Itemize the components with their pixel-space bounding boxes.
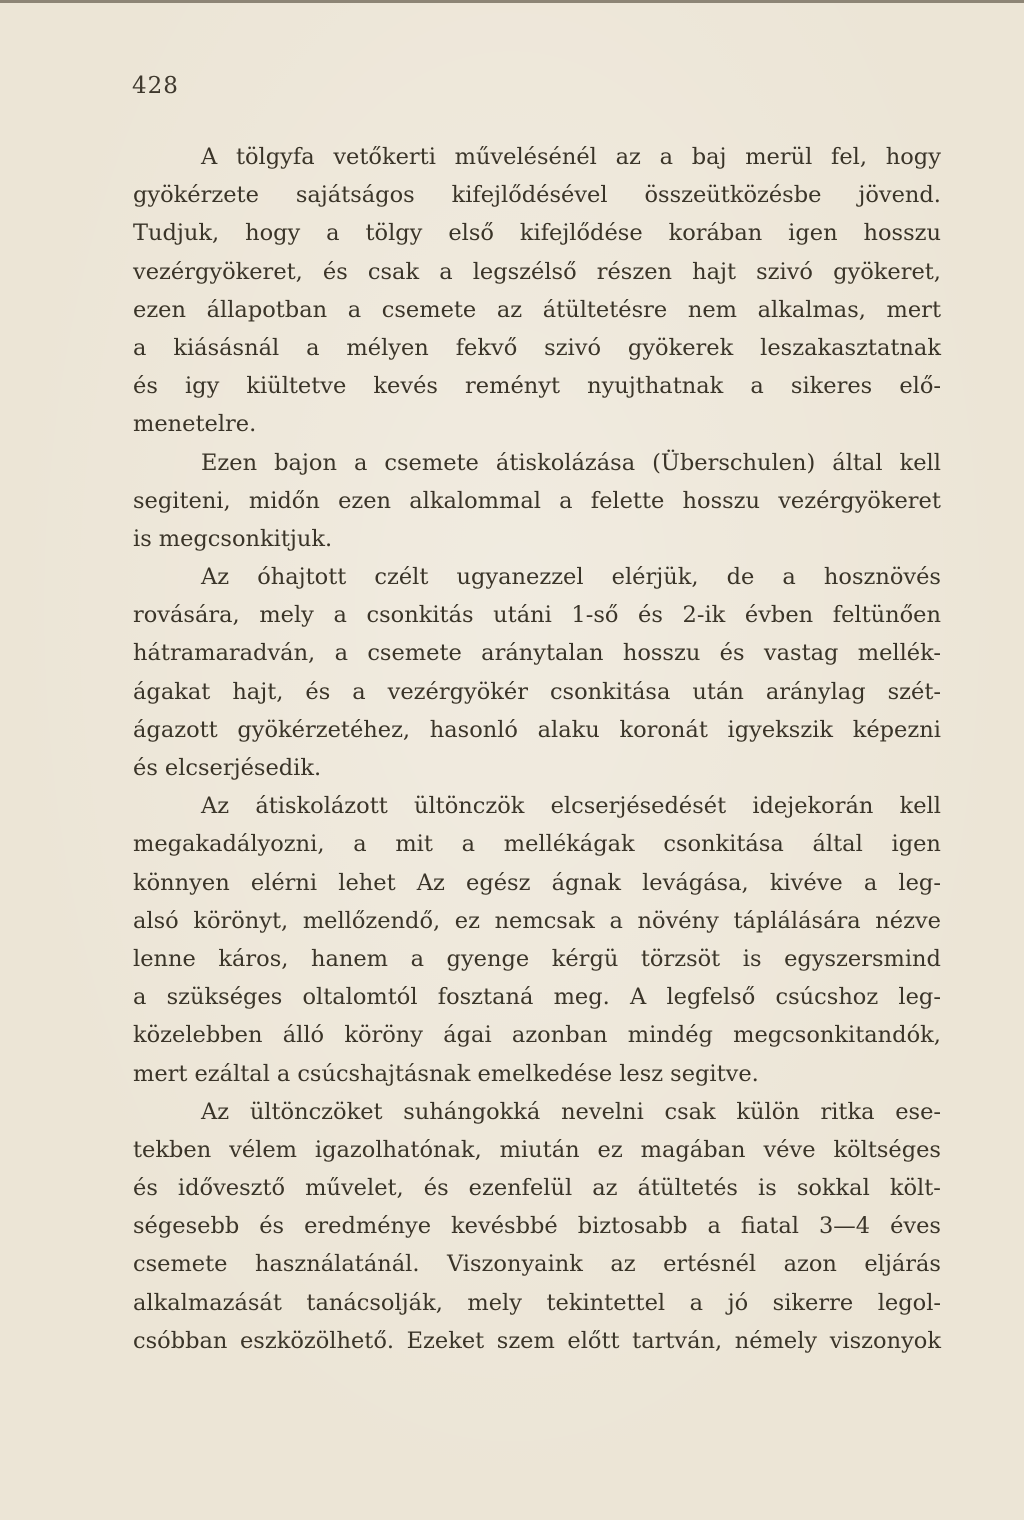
word: közelebben (133, 1022, 263, 1049)
word: kiásásnál (173, 334, 280, 361)
word: kivéve (769, 869, 843, 896)
word: ségesebb (133, 1213, 240, 1240)
text-line (133, 214, 941, 252)
word: szét- (887, 678, 941, 705)
text-line (133, 1093, 941, 1131)
word: 1-ső (571, 602, 619, 629)
word: vastag (763, 640, 839, 667)
word: Az (416, 869, 445, 896)
word: által (812, 831, 863, 858)
word: mindég (627, 1022, 713, 1049)
word: csonkitása (549, 678, 671, 705)
word: elérjük, (611, 564, 699, 591)
word: ez (454, 907, 480, 934)
word: kérgü (551, 945, 619, 972)
word: csúcshajtásnak (297, 1060, 471, 1087)
word: vetőkerti (333, 144, 436, 170)
word: vezérgyökeret (778, 487, 941, 514)
word: vezérgyökeret, (133, 258, 303, 285)
word: de (726, 564, 755, 591)
text-line (133, 1245, 941, 1283)
word: mellőzendő, (302, 907, 441, 934)
word: költséges (833, 1136, 941, 1163)
word: és (638, 602, 663, 629)
word: mely (467, 1289, 522, 1316)
word: szem (496, 1327, 555, 1354)
word: törzsöt (640, 945, 721, 972)
word: kiültetve (246, 373, 347, 400)
word: hosznövés (823, 564, 941, 591)
word: mert (886, 296, 941, 323)
word: biztosabb (577, 1213, 688, 1240)
word: kevés (373, 373, 438, 400)
word: hanem (310, 945, 389, 972)
word: koronát (619, 716, 708, 743)
text-line (133, 367, 941, 405)
word: véve (763, 1136, 816, 1163)
word: vezérgyökér (387, 678, 528, 705)
word: igen (891, 831, 941, 858)
word: hosszu (863, 220, 941, 247)
word: a (133, 334, 147, 361)
word: rovására, (133, 602, 240, 629)
word: nemcsak (494, 907, 595, 934)
word: oltalomtól (302, 984, 418, 1011)
word: baj (691, 144, 727, 170)
word: Az (201, 793, 230, 820)
word: fekvő (455, 334, 518, 361)
word: sajátságos (295, 182, 415, 209)
word: igazolhatónak, (314, 1136, 482, 1163)
word: csúcshoz (775, 984, 879, 1011)
word: egész (466, 869, 531, 896)
word: részen (596, 258, 672, 285)
word: táplálására (733, 907, 861, 934)
word: elő- (899, 373, 941, 400)
word: első (448, 220, 494, 247)
word: lesz (619, 1060, 664, 1087)
word: művelet, (305, 1175, 404, 1202)
word: megcsonkitandók, (733, 1022, 941, 1049)
word: alkalmas, (757, 296, 866, 323)
word: némely (734, 1327, 818, 1354)
word: bajon (274, 449, 337, 476)
word: A (201, 144, 218, 170)
word: álló (282, 1022, 325, 1049)
text-line (133, 673, 941, 711)
word: ültönczök (414, 793, 525, 820)
word: mely (259, 602, 314, 629)
word: alsó (133, 907, 179, 934)
word: tölgy (365, 220, 423, 247)
word: a (326, 220, 340, 247)
word: hátramaradván, (133, 640, 316, 667)
text-line (133, 902, 941, 940)
word: a (461, 831, 476, 858)
word: elcserjésedik. (164, 755, 322, 781)
text-line (133, 864, 941, 902)
word: csóbban (133, 1327, 228, 1354)
word: ágazott (133, 716, 218, 743)
word: és (322, 258, 348, 285)
word: reményt (465, 373, 561, 400)
word: hosszu (622, 640, 701, 667)
text-line (133, 176, 941, 214)
word: tanácsolják, (306, 1289, 443, 1316)
word: csak (367, 258, 420, 285)
word: idővesztő (177, 1175, 286, 1202)
word: is (758, 1175, 777, 1202)
word: a (689, 1289, 704, 1316)
word: jó (727, 1289, 749, 1316)
text-line (133, 138, 941, 176)
text-line (133, 329, 941, 367)
word: nézve (875, 907, 941, 934)
word: hogy (885, 144, 941, 170)
word: és (133, 755, 158, 781)
word: és (259, 1213, 285, 1240)
word: és (719, 640, 745, 667)
word: jövend. (858, 182, 941, 209)
word: csemete (381, 296, 477, 323)
text-line (133, 482, 941, 520)
word: sokkal (796, 1175, 870, 1202)
word: után (692, 678, 744, 705)
word: költ- (889, 1175, 941, 1202)
word: a (750, 373, 764, 400)
word: leg- (898, 984, 941, 1011)
word: kevésbbé (451, 1213, 558, 1240)
word: képezni (852, 716, 941, 743)
text-line (133, 711, 941, 749)
word: csak (664, 1098, 716, 1125)
word: magában (640, 1136, 746, 1163)
text-line (133, 558, 941, 596)
word: korában (668, 220, 763, 247)
word: legfelső (666, 984, 756, 1011)
word: szivó (544, 334, 602, 361)
word: suhángokká (403, 1098, 541, 1125)
word: által (832, 449, 883, 476)
word: aránytalan (481, 640, 604, 667)
text-line (133, 596, 941, 634)
word: leszakasztatnak (760, 334, 941, 361)
word: a (863, 869, 878, 896)
word: művelésénél (454, 144, 597, 170)
word: eljárás (864, 1251, 941, 1278)
word: külön (736, 1098, 800, 1125)
word: a (352, 678, 366, 705)
word: vélem (229, 1136, 297, 1163)
word: éves (890, 1213, 941, 1240)
text-line (133, 1322, 941, 1360)
word: miután (499, 1136, 580, 1163)
word: mit (395, 831, 433, 858)
word: nevelni (561, 1098, 644, 1125)
word: az (592, 1175, 618, 1202)
word: megakadályozni, (133, 831, 325, 858)
text-line (133, 405, 941, 443)
word: az (496, 296, 523, 323)
word: ugyanezzel (456, 564, 584, 591)
text-line (133, 1131, 941, 1169)
word: viszonyok (829, 1327, 941, 1354)
text-line (133, 444, 941, 482)
word: Ezeket (406, 1327, 485, 1354)
word: és (133, 373, 158, 400)
word: tölgyfa (235, 144, 315, 170)
word: köröny (344, 1022, 423, 1049)
word: utáni (493, 602, 552, 629)
word: nem (687, 296, 737, 323)
word: gyökérzete (133, 182, 259, 209)
text-line (133, 253, 941, 291)
word: szükséges (166, 984, 283, 1011)
word: gyökeret, (833, 258, 941, 285)
word: Az (201, 564, 230, 591)
page-number: 428 (132, 73, 179, 99)
word: alkalommal (409, 487, 541, 514)
word: fel, (831, 144, 868, 170)
word: lenne (133, 945, 196, 972)
word: meg. (553, 984, 610, 1011)
text-line (133, 291, 941, 329)
word: mert (133, 1060, 188, 1087)
word: felette (590, 487, 665, 514)
word: alkalmazását (133, 1289, 282, 1316)
word: czélt (374, 564, 429, 591)
word: nyujthatnak (587, 373, 724, 400)
word: és (423, 1175, 449, 1202)
word: egyszersmind (784, 945, 941, 972)
body-text (133, 138, 941, 1360)
word: ezen (338, 487, 392, 514)
word: csemete (384, 449, 479, 476)
word: ezen (133, 296, 186, 323)
word: óhajtott (257, 564, 347, 591)
word: a (782, 564, 796, 591)
text-line (133, 634, 941, 672)
word: legol- (877, 1289, 941, 1316)
word: igyekszik (727, 716, 834, 743)
word: csemete (367, 640, 462, 667)
word: használatánál. (254, 1251, 420, 1278)
word: az (610, 1251, 636, 1278)
word: feltünően (832, 602, 941, 629)
text-line (133, 1169, 941, 1207)
word: szivó (756, 258, 813, 285)
word: lehet (338, 869, 396, 896)
word: ágnak (551, 869, 621, 896)
word: ritka (820, 1098, 875, 1125)
word: csonkitás (366, 602, 474, 629)
word: ez (597, 1136, 623, 1163)
word: ese- (895, 1098, 941, 1125)
word: a (276, 1060, 291, 1087)
word: Ezen (201, 449, 258, 476)
word: Tudjuk, (133, 220, 220, 247)
word: a (707, 1213, 721, 1240)
word: gyökérzetéhez, (237, 716, 411, 743)
word: átültetésre (542, 296, 668, 323)
word: elcserjésedését (550, 793, 727, 820)
word: igy (184, 373, 220, 400)
word: ertésnél (663, 1251, 757, 1278)
word: csemete (133, 1251, 228, 1278)
word: igen (788, 220, 838, 247)
word: fosztaná (437, 984, 534, 1011)
text-line (133, 1055, 941, 1093)
word: tekben (133, 1136, 212, 1163)
word: tartván, (632, 1327, 723, 1354)
word: mellék- (857, 640, 941, 667)
word: a (609, 907, 623, 934)
text-line (133, 940, 941, 978)
word: előtt (567, 1327, 620, 1354)
word: kell (899, 793, 941, 820)
word: (Überschulen) (652, 449, 816, 476)
word: eredménye (304, 1213, 432, 1240)
word: összeütközésbe (644, 182, 822, 209)
word: sikeres (790, 373, 873, 400)
word: a (410, 945, 424, 972)
word: A (630, 984, 647, 1011)
word: midőn (248, 487, 320, 514)
word: segitve. (670, 1060, 759, 1087)
word: a (334, 640, 348, 667)
word: évben (744, 602, 814, 629)
text-line (133, 749, 941, 787)
word: a (439, 258, 453, 285)
word: a (306, 334, 320, 361)
text-line (133, 825, 941, 863)
word: ágai (443, 1022, 492, 1049)
text-line (133, 787, 941, 825)
text-line (133, 978, 941, 1016)
word: könnyen (133, 869, 230, 896)
word: legszélső (472, 258, 577, 285)
word: alaku (537, 716, 600, 743)
word: hogy (245, 220, 301, 247)
word: a (133, 984, 147, 1011)
word: azon (783, 1251, 837, 1278)
word: állapotban (206, 296, 328, 323)
word: Viszonyaink (446, 1251, 583, 1278)
word: körönyt, (193, 907, 289, 934)
word: elérni (250, 869, 318, 896)
text-line (133, 520, 941, 558)
word: átültetés (637, 1175, 738, 1202)
word: kell (899, 449, 941, 476)
word: menetelre. (133, 411, 257, 438)
word: sikerre (772, 1289, 854, 1316)
word: aránylag (765, 678, 866, 705)
word: csonkitása (663, 831, 784, 858)
word: idejekorán (752, 793, 874, 820)
word: káros, (218, 945, 289, 972)
word: Az (201, 1098, 230, 1125)
word: tekintettel (546, 1289, 666, 1316)
word: segiteni, (133, 487, 231, 514)
word: hajt, (232, 678, 284, 705)
word: mellékágak (503, 831, 635, 858)
word: hasonló (429, 716, 518, 743)
word: ezáltal (194, 1060, 270, 1087)
word: a (347, 296, 362, 323)
word: a (559, 487, 573, 514)
word: azonban (511, 1022, 608, 1049)
word: hajt (692, 258, 737, 285)
word: 2-ik (682, 602, 726, 629)
word: levágása, (642, 869, 749, 896)
word: kifejlődésével (451, 182, 608, 209)
word: megcsonkitjuk. (158, 525, 333, 552)
word: hosszu (682, 487, 761, 514)
word: is (133, 525, 152, 552)
text-line (133, 1284, 941, 1322)
word: fiatal (740, 1213, 799, 1240)
word: a (353, 831, 367, 858)
word: kifejlődése (519, 220, 643, 247)
word: a (659, 144, 673, 170)
word: a (333, 602, 347, 629)
page-top-edge (0, 0, 1024, 3)
word: növény (637, 907, 719, 934)
word: ezenfelül (468, 1175, 573, 1202)
word: is (742, 945, 762, 972)
word: eszközölhető. (239, 1327, 395, 1354)
text-line (133, 1207, 941, 1245)
word: mélyen (346, 334, 429, 361)
word: az (615, 144, 641, 170)
word: gyenge (446, 945, 530, 972)
word: átiskolázott (255, 793, 388, 820)
word: emelkedése (477, 1060, 613, 1087)
word: ágakat (133, 678, 211, 705)
word: és (305, 678, 331, 705)
word: átiskolázása (495, 449, 636, 476)
text-line (133, 1016, 941, 1054)
word: leg- (898, 869, 941, 896)
word: és (133, 1175, 158, 1202)
word: gyökerek (627, 334, 734, 361)
word: 3—4 (818, 1213, 871, 1240)
word: a (353, 449, 368, 476)
word: ültönczöket (249, 1098, 383, 1125)
word: merül (745, 144, 813, 170)
